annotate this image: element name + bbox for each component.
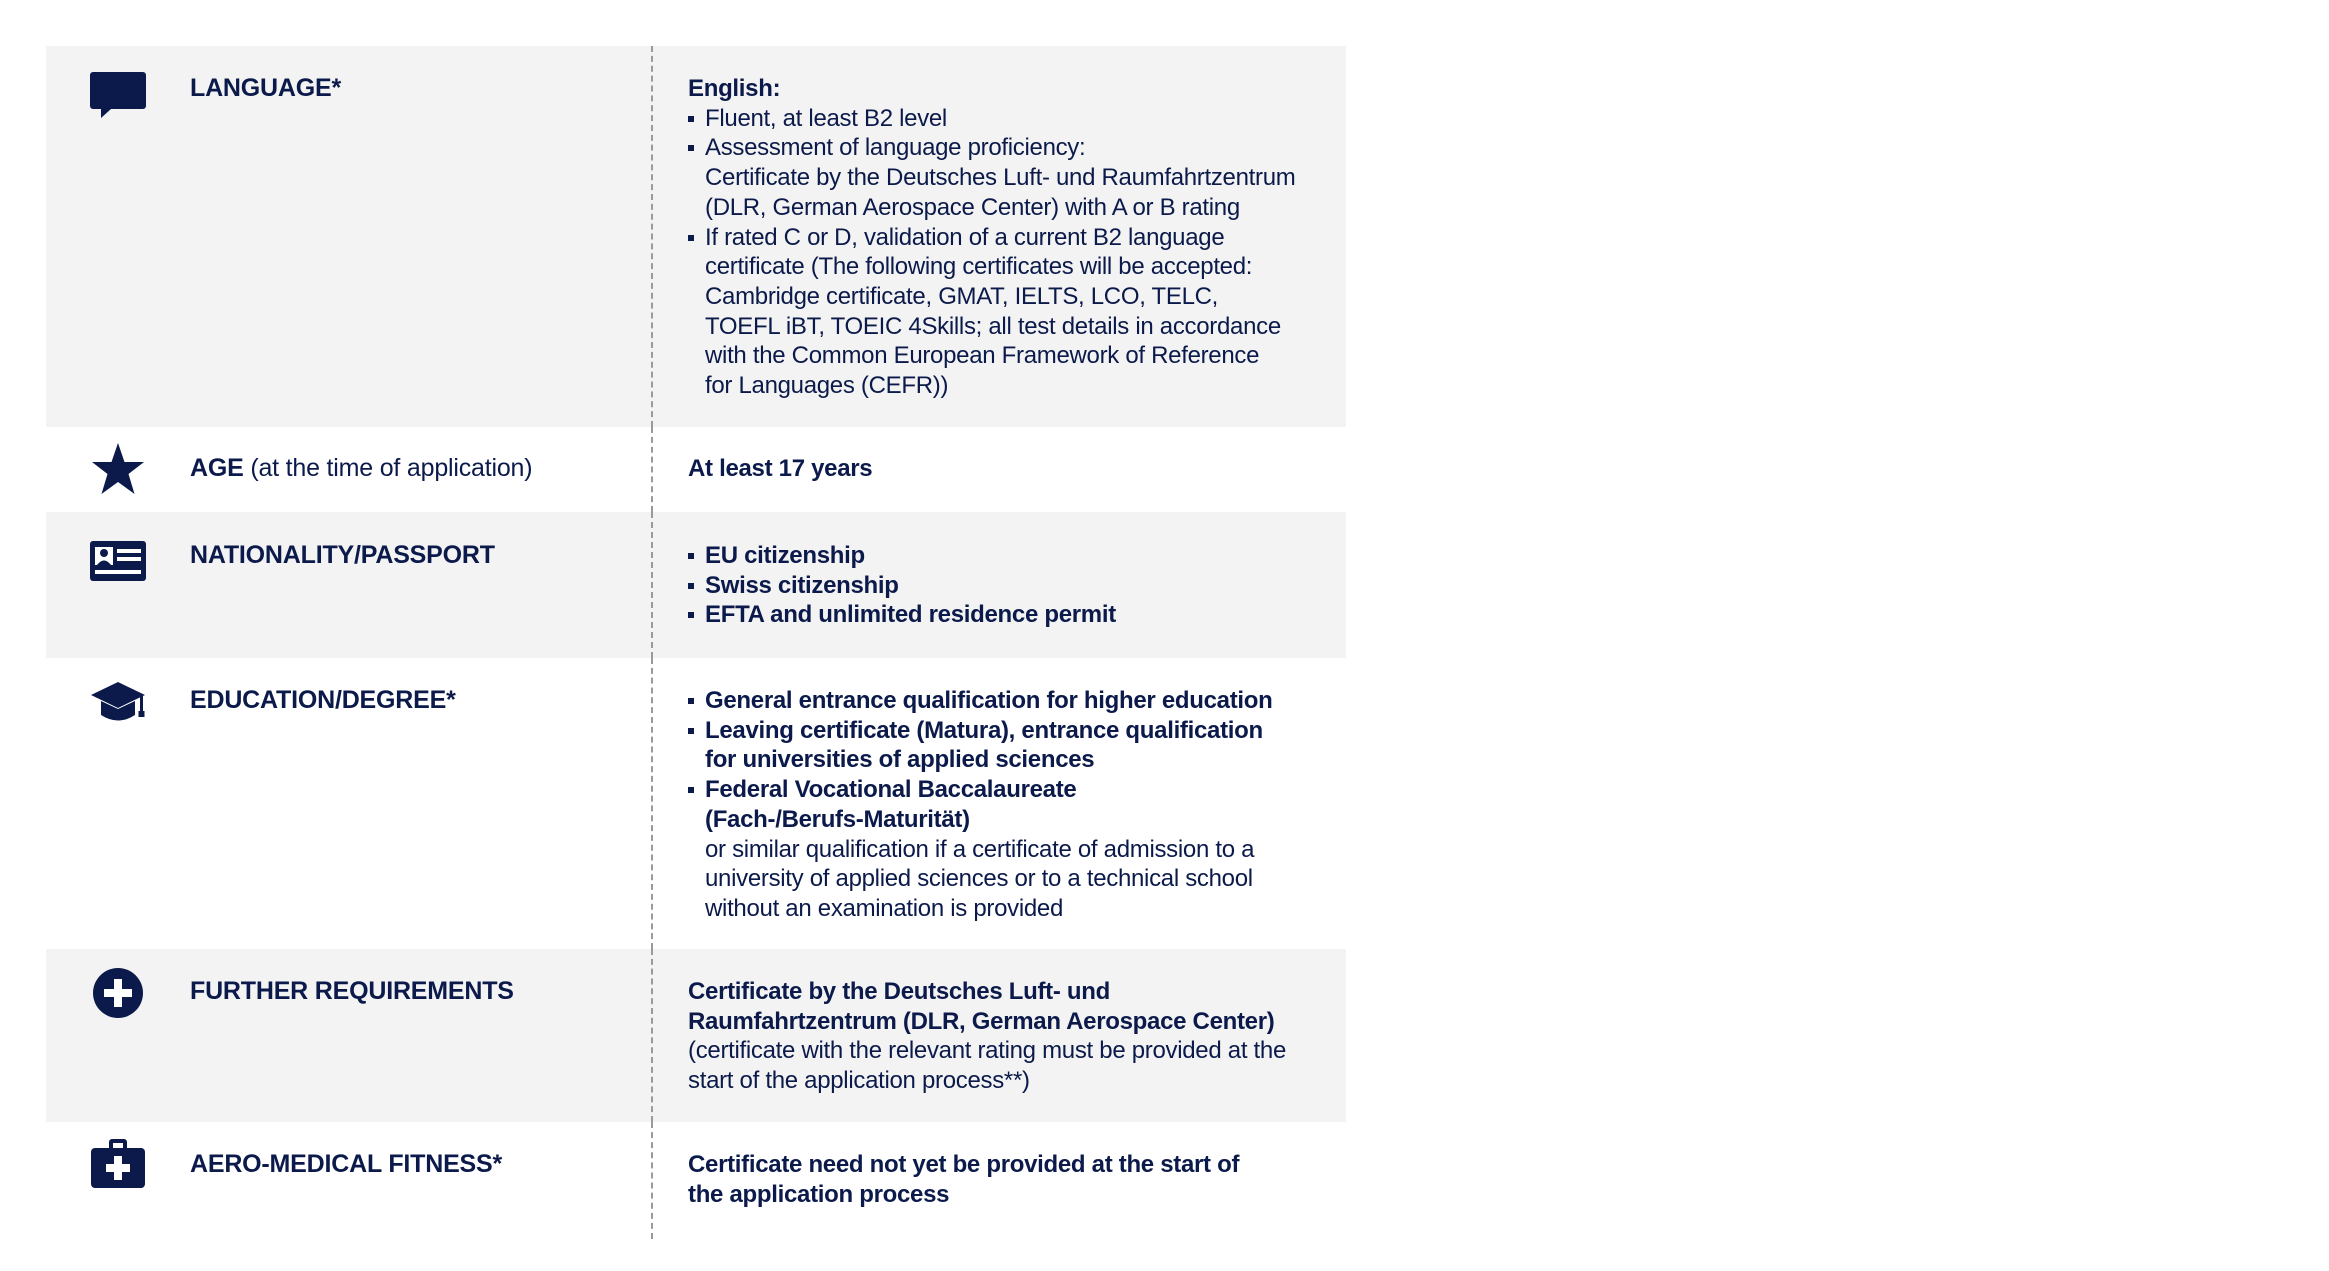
medical-kit-icon [89,1136,147,1194]
column-divider [651,512,653,658]
list-item: Fluent, at least B2 level [688,104,1316,134]
row-language-value [651,46,1346,427]
row-medical-label: AERO-MEDICAL FITNESS* [190,1150,503,1178]
list-item: EFTA and unlimited residence permit [688,600,1316,630]
row-age-label-cell [46,427,651,512]
row-education-label: EDUCATION/DEGREE* [190,686,456,714]
row-further-requirements [46,949,1346,1122]
row-further-label: FURTHER REQUIREMENTS [190,977,514,1005]
column-divider [651,949,653,1122]
language-heading: English: [688,75,781,102]
language-list [688,104,1316,401]
education-list [688,686,1316,835]
list-item: If rated C or D, validation of a current B2 language certificate (The following certificates will be accepted: Cambridge certificate, GMAT, IELTS, LCO, TELC, TOEFL iBT, TOEIC 4Skills; all test details in accordance with the Common European Framework of Reference for Languages (CEFR)) [688,223,1316,401]
row-language-label: LANGUAGE* [190,74,341,102]
row-medical-value: Certificate need not yet be provided at the start of the application process [688,1151,1240,1208]
row-aero-medical [46,1122,1346,1239]
age-label-note: (at the time of application) [250,454,533,482]
row-education-value [651,658,1346,949]
row-education [46,658,1346,949]
plus-circle-icon [89,964,147,1022]
list-item: General entrance qualification for higher education [688,686,1316,716]
column-divider [651,427,653,512]
row-further-label-cell [46,949,651,1122]
list-item: Federal Vocational Baccalaureate (Fach-/Berufs-Maturität) [688,775,1316,834]
column-divider [651,658,653,949]
row-education-label-cell [46,658,651,949]
row-age-label: AGE (at the time of application) [190,454,533,482]
row-age [46,427,1346,512]
list-item: Swiss citizenship [688,571,1316,601]
speech-bubble-icon [89,68,147,126]
id-card-icon [89,532,147,590]
requirements-table [46,46,1346,1239]
row-nationality-value [651,512,1346,658]
list-item: Leaving certificate (Matura), entrance qualification for universities of applied sciences [688,716,1316,775]
graduation-cap-icon [89,674,147,732]
row-nationality-label: NATIONALITY/PASSPORT [190,541,495,569]
row-age-value: At least 17 years [688,455,873,482]
education-note: or similar qualification if a certificate of admission to a university of applied sciences or to a technical school without an examination is provided [705,835,1255,922]
row-nationality-label-cell [46,512,651,658]
list-item: EU citizenship [688,541,1316,571]
row-language [46,46,1346,427]
nationality-list [688,541,1316,630]
row-nationality [46,512,1346,658]
star-icon [89,441,147,499]
row-medical-label-cell [46,1122,651,1239]
row-further-value: Certificate by the Deutsches Luft- und Raumfahrtzentrum (DLR, German Aerospace Center) (certificate with the relevant rating must be provided at the start of the application process**) [688,978,1287,1095]
row-language-label-cell [46,46,651,427]
list-item: Assessment of language proficiency: Certificate by the Deutsches Luft- und Raumfahrtzentrum (DLR, German Aerospace Center) with A or B rating [688,133,1316,222]
column-divider [651,1122,653,1239]
column-divider [651,46,653,427]
